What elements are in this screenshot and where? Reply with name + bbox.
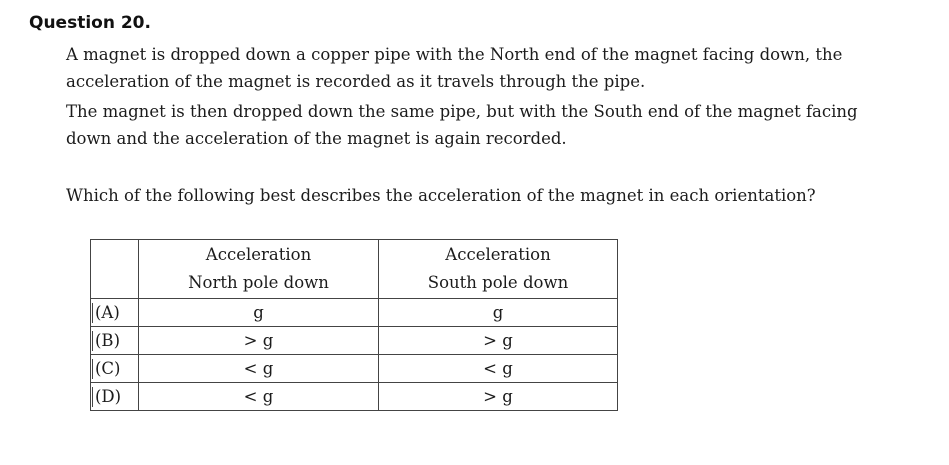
option-b-north: > g <box>139 327 379 355</box>
answer-table <box>90 239 618 411</box>
header-north-line-1: Acceleration <box>205 245 312 264</box>
question-title: Question 20. <box>29 13 151 33</box>
header-north-line-2: North pole down <box>188 273 329 292</box>
paragraph-2-line-1: The magnet is then dropped down the same pipe, but with the South end of the magnet facing <box>66 102 858 121</box>
question-prompt: Which of the following best describes the acceleration of the magnet in each orientation? <box>66 186 816 205</box>
paragraph-1-line-1: A magnet is dropped down a copper pipe with the North end of the magnet facing down, the <box>66 45 843 64</box>
option-d-south: > g <box>379 383 618 411</box>
option-label-d <box>91 383 139 411</box>
option-c-south: < g <box>379 355 618 383</box>
table-header-row <box>91 240 618 299</box>
option-c-north: < g <box>139 355 379 383</box>
option-label-d-text: (D) <box>92 387 121 407</box>
header-blank-cell <box>91 240 139 299</box>
option-label-b-text: (B) <box>92 331 120 351</box>
option-label-b <box>91 327 139 355</box>
header-north-pole-down <box>139 240 379 299</box>
option-label-a <box>91 299 139 327</box>
table-row <box>91 327 618 355</box>
question-paragraph-1 <box>66 41 936 95</box>
option-b-south: > g <box>379 327 618 355</box>
option-a-south: g <box>379 299 618 327</box>
table-row <box>91 383 618 411</box>
question-paragraph-2 <box>66 98 936 152</box>
header-south-line-2: South pole down <box>427 273 569 292</box>
table-row <box>91 355 618 383</box>
paragraph-2-line-2: down and the acceleration of the magnet is again recorded. <box>66 129 567 148</box>
paragraph-1-line-2: acceleration of the magnet is recorded as it travels through the pipe. <box>66 72 646 91</box>
table-row <box>91 299 618 327</box>
option-label-c-text: (C) <box>92 359 121 379</box>
option-label-c <box>91 355 139 383</box>
option-d-north: < g <box>139 383 379 411</box>
option-a-north: g <box>139 299 379 327</box>
header-south-pole-down <box>379 240 618 299</box>
option-label-a-text: (A) <box>92 303 120 323</box>
header-south-line-1: Acceleration <box>445 245 551 264</box>
